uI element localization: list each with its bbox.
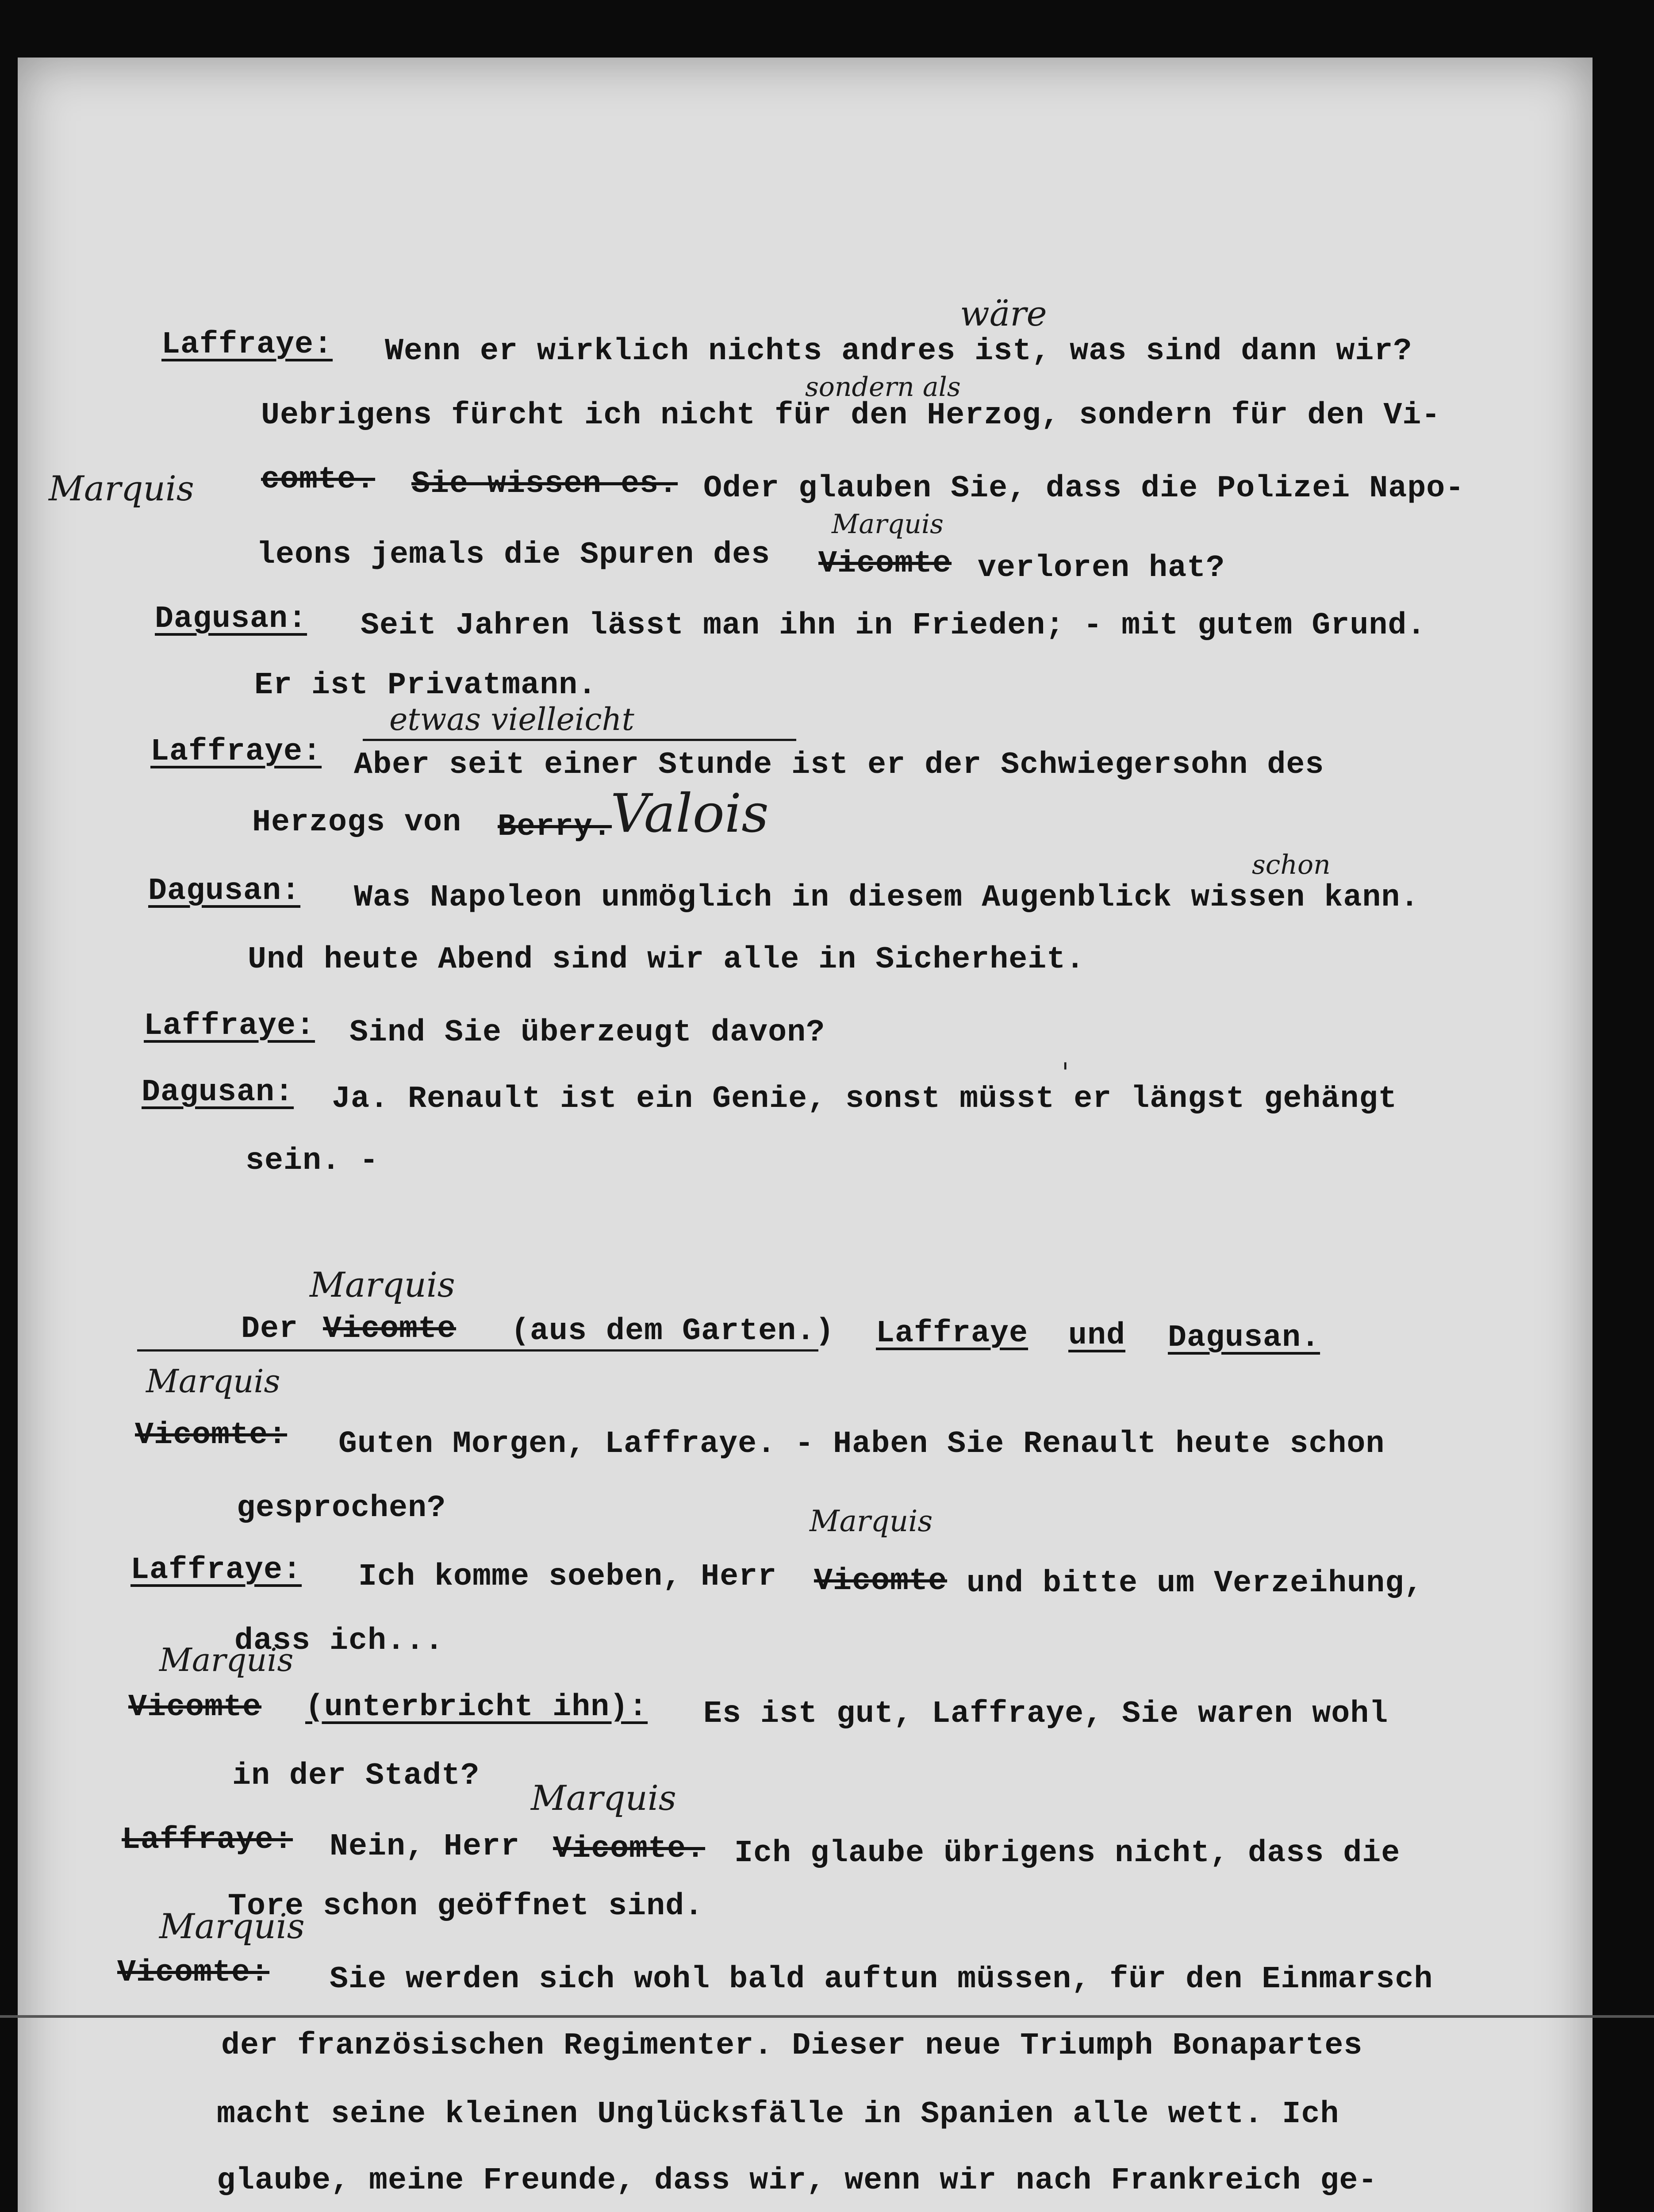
- dialogue-text: glaube, meine Freunde, dass wir, wenn wir nach Frankreich ge-: [217, 2163, 1378, 2198]
- speaker-label: Dagusan:: [155, 602, 307, 637]
- dialogue-text: der französischen Regimenter. Dieser neue Triumph Bonapartes: [221, 2028, 1363, 2063]
- dialogue-text: Oder glauben Sie, dass die Polizei Napo-: [703, 471, 1465, 506]
- stage-direction: Dagusan.: [1168, 1321, 1320, 1356]
- struck-text: Berry.: [498, 810, 612, 845]
- dialogue-text: Guten Morgen, Laffraye. - Haben Sie Renault heute schon: [338, 1427, 1385, 1462]
- dialogue-text: Herzogs von: [252, 805, 462, 840]
- dialogue-text: Aber seit einer Stunde ist er der Schwiegersohn des: [354, 748, 1324, 783]
- dialogue-text: sein. -: [246, 1144, 379, 1179]
- dialogue-text: Was Napoleon unmöglich in diesem Augenblick wissen kann.: [354, 880, 1420, 915]
- struck-text: Vicomte.: [553, 1832, 706, 1866]
- speaker-label: Laffraye:: [144, 1009, 315, 1044]
- speaker-label: Vicomte:: [117, 1955, 270, 1990]
- speaker-label: Laffraye:: [130, 1553, 302, 1588]
- struck-text: Vicomte: [814, 1564, 948, 1599]
- dialogue-text: Es ist gut, Laffraye, Sie waren wohl: [703, 1697, 1389, 1732]
- speaker-label: Vicomte:: [135, 1418, 288, 1453]
- dialogue-text: Ich glaube übrigens nicht, dass die: [734, 1836, 1401, 1871]
- handwritten-correction: etwas vielleicht: [389, 701, 634, 737]
- dialogue-text: Seit Jahren lässt man ihn in Frieden; - mit gutem Grund.: [361, 608, 1426, 643]
- dialogue-text: und bitte um Verzeihung,: [967, 1566, 1424, 1601]
- struck-text: comte.: [261, 462, 376, 497]
- stage-direction: Der: [241, 1312, 299, 1347]
- speaker-label: Laffraye:: [161, 327, 333, 362]
- dialogue-text: Und heute Abend sind wir alle in Sicherheit.: [248, 942, 1085, 977]
- handwritten-correction: ': [1062, 1057, 1069, 1088]
- dialogue-text: Tore schon geöffnet sind.: [228, 1889, 704, 1924]
- handwritten-correction: sondern als: [805, 372, 961, 403]
- speaker-label: Dagusan:: [148, 874, 301, 909]
- stage-direction: und: [1068, 1318, 1126, 1353]
- speaker-label: Laffraye:: [122, 1823, 293, 1858]
- stage-direction: (unterbricht ihn):: [305, 1690, 648, 1725]
- handwritten-correction: wäre: [960, 294, 1047, 334]
- handwritten-underline: [363, 739, 796, 741]
- dialogue-text: verloren hat?: [978, 551, 1225, 586]
- handwritten-correction: Marquis: [310, 1265, 455, 1305]
- stage-direction: Laffraye: [876, 1316, 1028, 1351]
- dialogue-text: Wenn er wirklich nichts andres ist, was sind dann wir?: [385, 334, 1412, 369]
- handwritten-correction: Marquis: [146, 1363, 280, 1400]
- scan-artifact-line: [0, 2015, 1654, 2018]
- handwritten-correction: schon: [1252, 849, 1331, 880]
- handwritten-correction: Marquis: [159, 1907, 305, 1947]
- dialogue-text: macht seine kleinen Unglücksfälle in Spanien alle wett. Ich: [217, 2097, 1339, 2132]
- dialogue-text: Er ist Privatmann.: [254, 668, 597, 703]
- dialogue-text: Ja. Renault ist ein Genie, sonst müsst er längst gehängt: [332, 1082, 1397, 1117]
- dialogue-text: Uebrigens fürcht ich nicht für den Herzog, sondern für den Vi-: [261, 398, 1441, 433]
- dialogue-text: dass ich...: [234, 1624, 444, 1659]
- handwritten-correction: Marquis: [810, 1504, 933, 1538]
- struck-text: Sie wissen es.: [411, 467, 678, 502]
- speaker-label: Dagusan:: [142, 1075, 294, 1110]
- struck-text: Vicomte: [323, 1312, 457, 1347]
- speaker-label: Vicomte: [128, 1690, 262, 1725]
- dialogue-text: in der Stadt?: [232, 1759, 480, 1793]
- dialogue-text: leons jemals die Spuren des: [257, 538, 771, 572]
- handwritten-margin-note: Marquis: [49, 469, 194, 509]
- stage-underline: [137, 1349, 818, 1352]
- dialogue-text: Sie werden sich wohl bald auftun müssen, für den Einmarsch: [330, 1962, 1433, 1997]
- dialogue-text: Sind Sie überzeugt davon?: [349, 1015, 825, 1050]
- handwritten-correction: Marquis: [832, 509, 944, 540]
- dialogue-text: gesprochen?: [237, 1491, 446, 1526]
- dialogue-text: Nein, Herr: [330, 1829, 520, 1864]
- handwritten-correction: Valois: [610, 783, 769, 845]
- struck-text: Vicomte: [818, 546, 952, 581]
- handwritten-correction: Marquis: [531, 1778, 676, 1818]
- handwritten-correction: Marquis: [159, 1641, 294, 1678]
- dialogue-text: Ich komme soeben, Herr: [358, 1559, 777, 1594]
- speaker-label: Laffraye:: [150, 734, 322, 769]
- stage-direction: (aus dem Garten.): [511, 1314, 835, 1349]
